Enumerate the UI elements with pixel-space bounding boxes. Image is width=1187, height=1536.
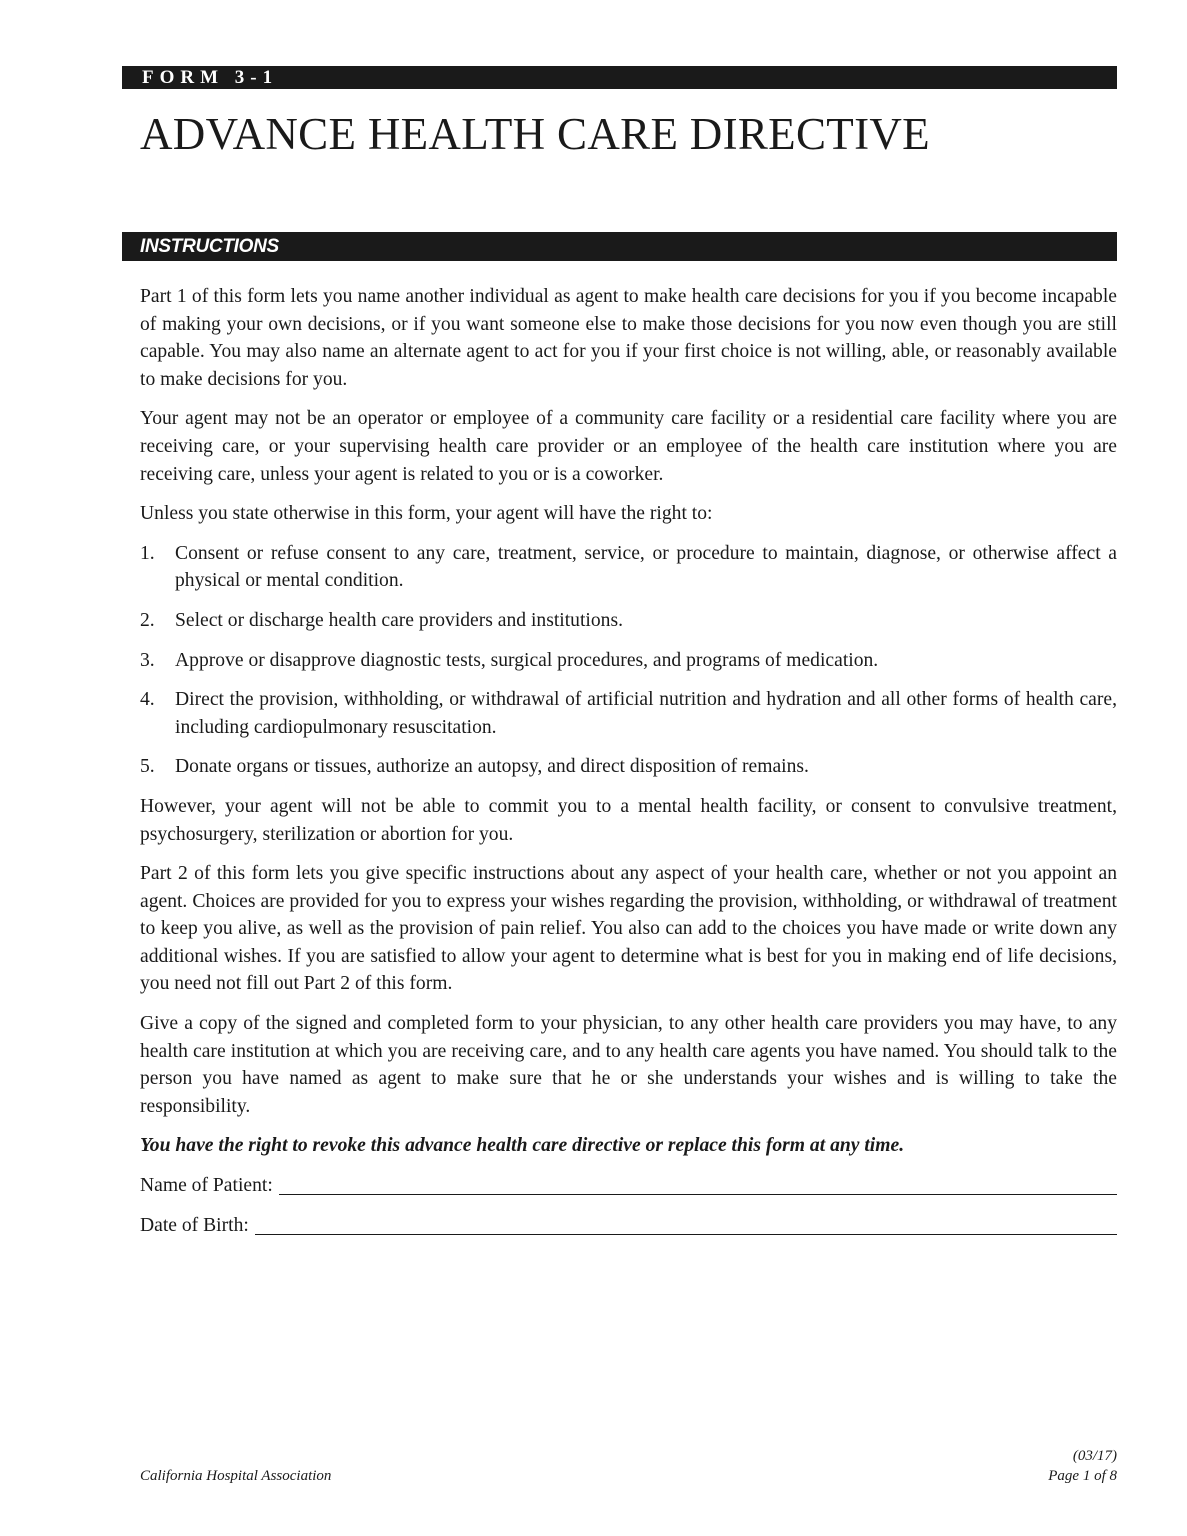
list-item bbox=[140, 607, 1117, 635]
list-item-number: 1. bbox=[140, 542, 155, 564]
paragraph-part2: Part 2 of this form lets you give specific instructions about any aspect of your health care, whether or not you appoint an agent. Choices are provided for you to express your wishes regarding the provision, withholding, or withdrawal of treatment to keep you alive, as well as the provision of pain relief. You also can add to the choices you have made or write down any additional wishes. If you are satisfied to allow your agent to determine what is best for you in making end of life decisions, you need not fill out Part 2 of this form. bbox=[140, 863, 1117, 995]
list-item bbox=[140, 686, 1117, 741]
date-of-birth-input[interactable] bbox=[255, 1212, 1117, 1235]
list-item-text: Approve or disapprove diagnostic tests, surgical procedures, and programs of medication. bbox=[175, 649, 879, 671]
section-heading-bar bbox=[122, 232, 1117, 261]
section-heading: INSTRUCTIONS bbox=[140, 236, 279, 257]
list-item-number: 3. bbox=[140, 649, 155, 671]
list-item bbox=[140, 753, 1117, 781]
agent-rights-list bbox=[140, 540, 1117, 781]
form-label: FORM 3-1 bbox=[142, 67, 279, 88]
date-of-birth-label: Date of Birth: bbox=[140, 1215, 249, 1237]
paragraph-agent-rights-intro: Unless you state otherwise in this form, your agent will have the right to: bbox=[140, 503, 713, 525]
document-title: ADVANCE HEALTH CARE DIRECTIVE bbox=[140, 109, 930, 159]
paragraph-copies: Give a copy of the signed and completed form to your physician, to any other health care providers you may have, to any health care institution at which you are receiving care, and to any health care agents you have named. You should talk to the person you have named as agent to make sure that he or she understands your wishes and is willing to take the responsibility. bbox=[140, 1013, 1117, 1117]
paragraph-agent-restriction: Your agent may not be an operator or employee of a community care facility or a residential care facility where you are receiving care, or your supervising health care provider or an employee of the health care institution where you are receiving care, unless your agent is related to you or is a coworker. bbox=[140, 408, 1117, 485]
form-label-bar bbox=[122, 66, 1117, 89]
patient-name-input[interactable] bbox=[279, 1172, 1117, 1195]
patient-name-field bbox=[140, 1172, 1117, 1200]
page-footer bbox=[140, 1446, 1117, 1486]
list-item-text: Direct the provision, withholding, or withdrawal of artificial nutrition and hydration and all other forms of health care, including cardiopulmonary resuscitation. bbox=[175, 689, 1117, 738]
revoke-notice: You have the right to revoke this advance health care directive or replace this form at any time. bbox=[140, 1135, 905, 1157]
list-item-number: 4. bbox=[140, 689, 155, 711]
instructions-body bbox=[140, 283, 1117, 1240]
list-item-text: Consent or refuse consent to any care, treatment, service, or procedure to maintain, diagnose, or otherwise affect a physical or mental condition. bbox=[175, 542, 1117, 592]
list-item-text: Select or discharge health care providers and institutions. bbox=[175, 609, 623, 631]
form-page bbox=[122, 66, 1117, 1252]
paragraph-part1: Part 1 of this form lets you name another individual as agent to make health care decisions for you if you become incapable of making your own decisions, or if you want someone else to make those decisions for you now even though you are still capable. You may also name an alternate agent to act for you if your first choice is not willing, able, or reasonably available to make decisions for you. bbox=[140, 286, 1117, 390]
list-item-number: 5. bbox=[140, 756, 155, 778]
list-item-text: Donate organs or tissues, authorize an autopsy, and direct disposition of remains. bbox=[175, 756, 809, 778]
list-item bbox=[140, 540, 1117, 595]
patient-name-label: Name of Patient: bbox=[140, 1175, 273, 1197]
paragraph-agent-limits: However, your agent will not be able to commit you to a mental health facility, or consent to convulsive treatment, psychosurgery, sterilization or abortion for you. bbox=[140, 795, 1117, 845]
revision-date: (03/17) bbox=[1072, 1448, 1117, 1464]
organization-name: California Hospital Association bbox=[140, 1468, 332, 1484]
date-of-birth-field bbox=[140, 1212, 1117, 1240]
list-item bbox=[140, 647, 1117, 675]
list-item-number: 2. bbox=[140, 609, 155, 631]
page-number: Page 1 of 8 bbox=[1048, 1468, 1117, 1484]
